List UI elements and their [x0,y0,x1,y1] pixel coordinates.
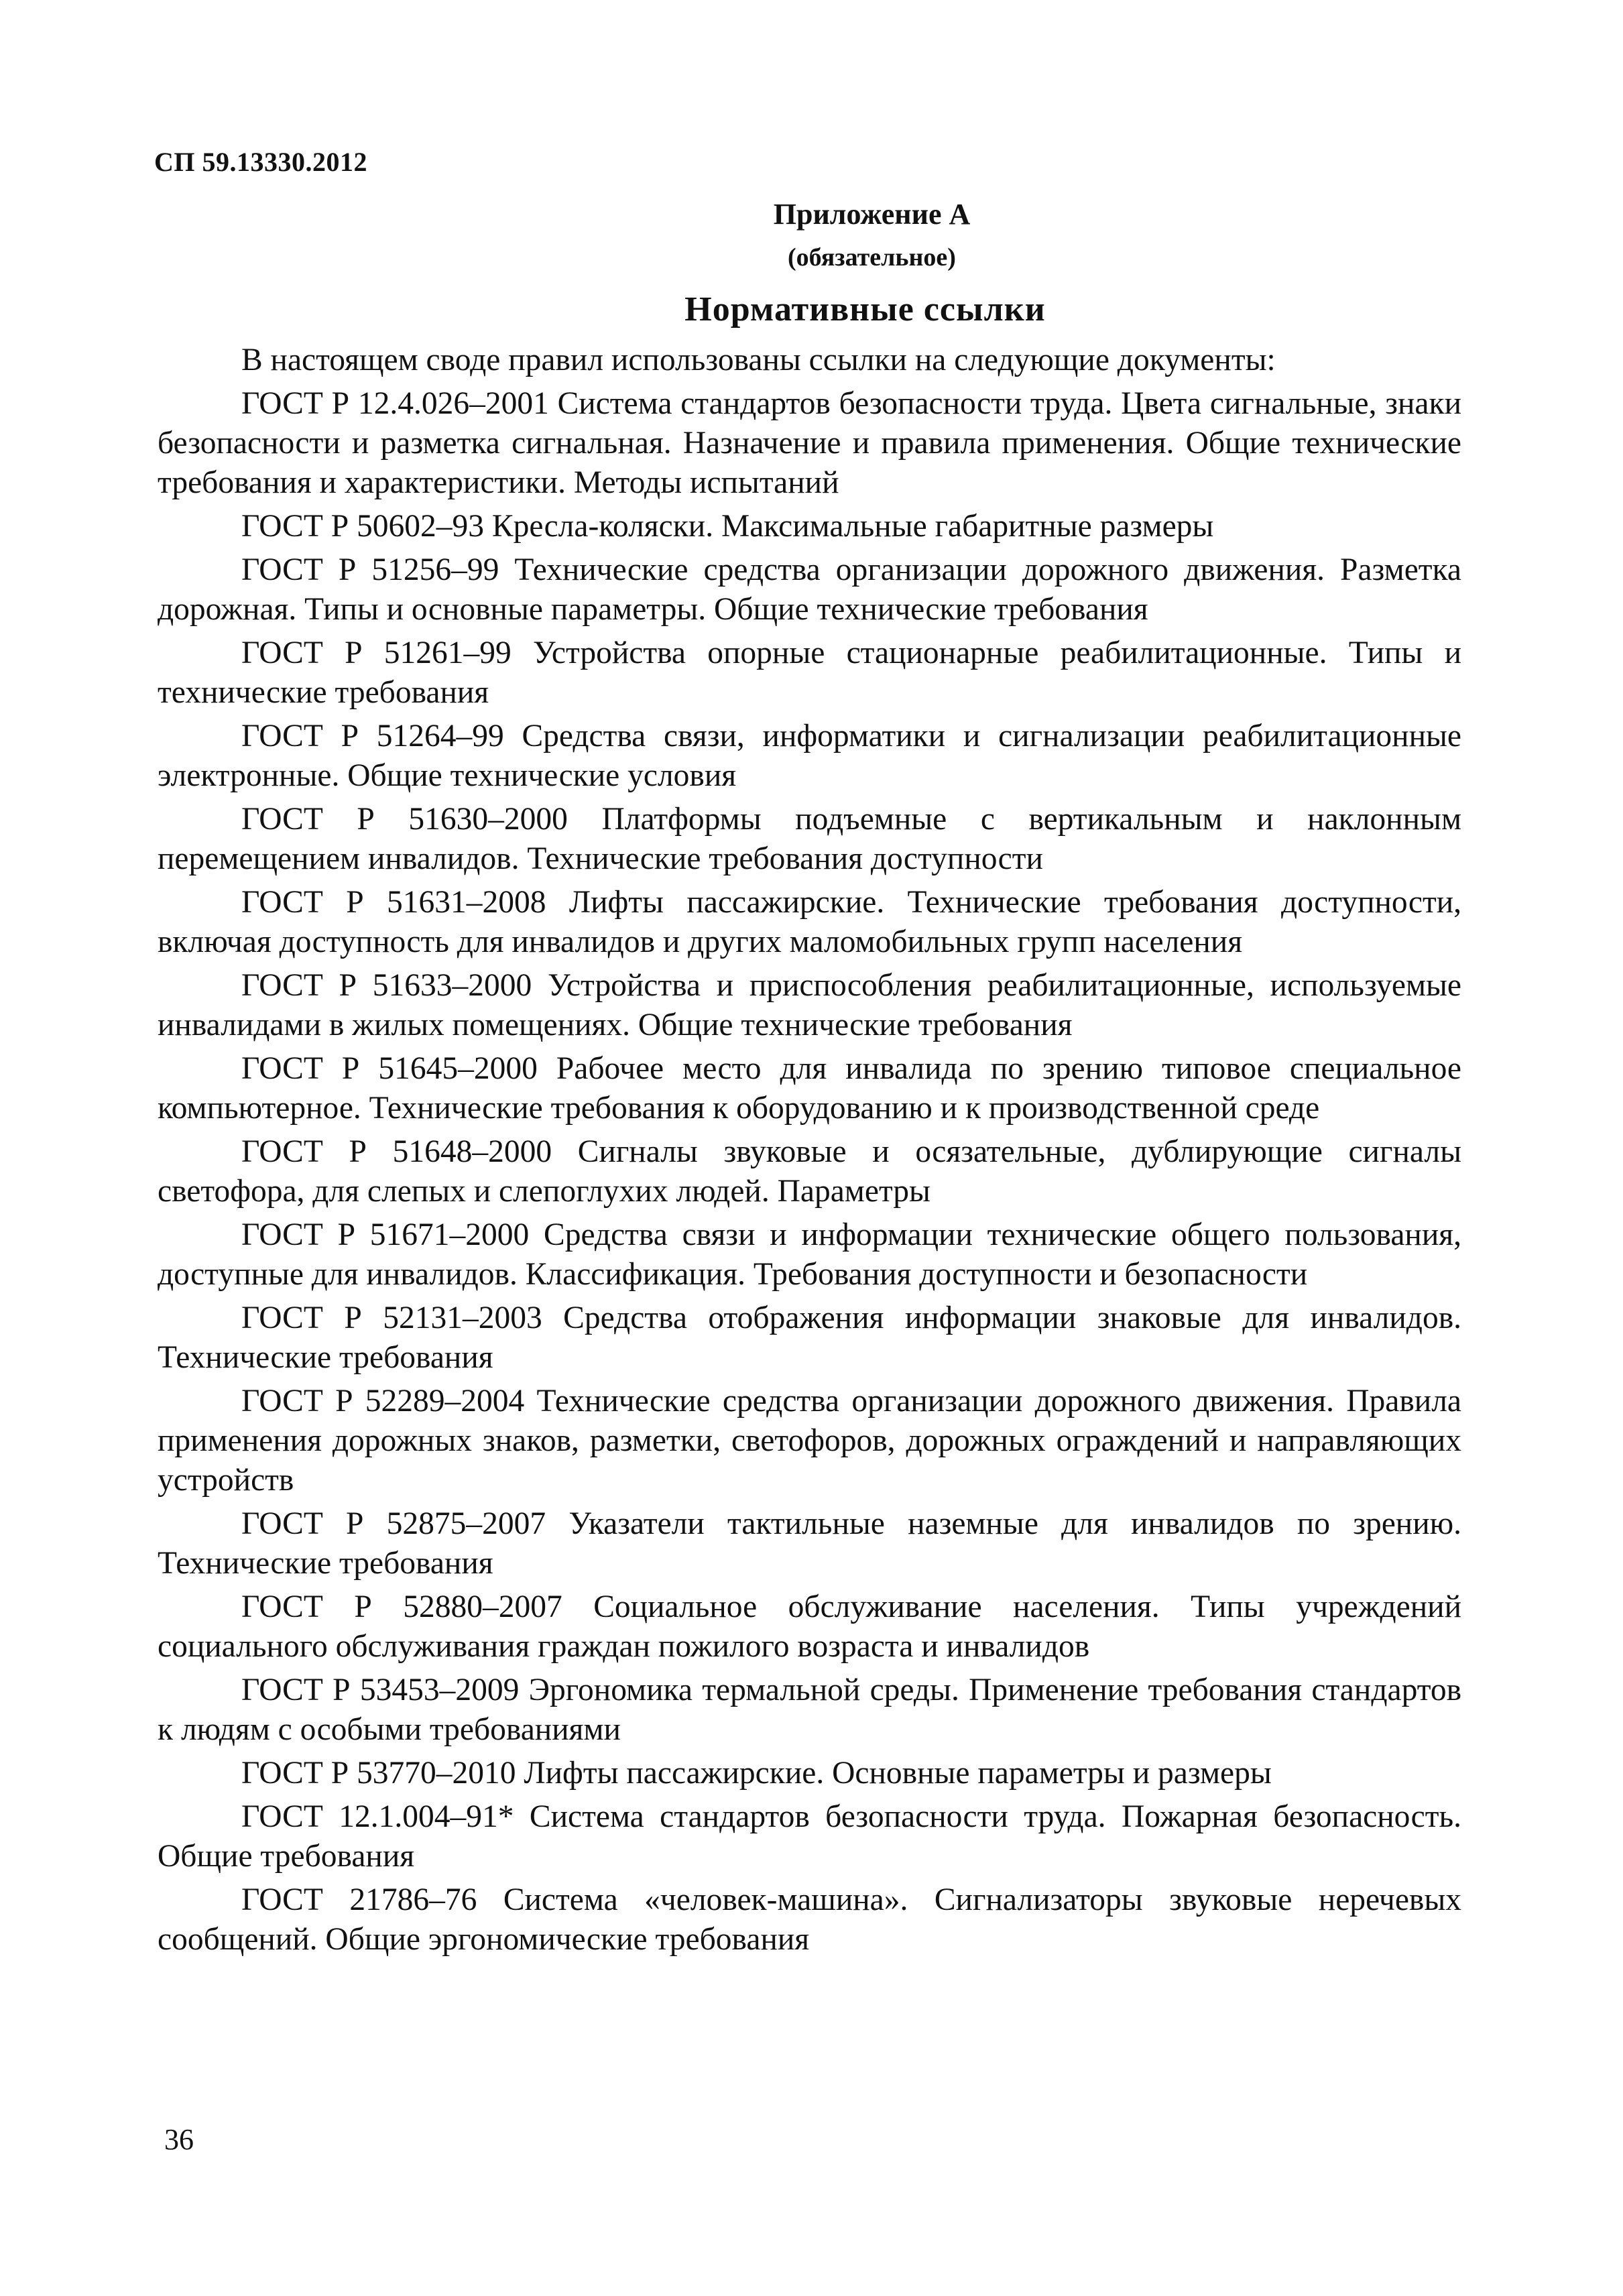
section-title: Нормативные ссылки [684,290,1046,328]
reference-item: ГОСТ Р 12.4.026–2001 Система стандартов безопасности труда. Цвета сигнальные, знаки безопасности и разметка сигнальная. Назначение и правила применения. Общие технические требования и характеристики. Методы испытаний [158,386,1461,500]
reference-item: ГОСТ Р 51630–2000 Платформы подъемные с вертикальным и наклонным перемещением инвалидов. Технические требования доступности [158,802,1461,876]
reference-item: ГОСТ 12.1.004–91* Система стандартов безопасности труда. Пожарная безопасность. Общие требования [158,1799,1461,1874]
reference-item: ГОСТ Р 51631–2008 Лифты пассажирские. Технические требования доступности, включая доступность для инвалидов и других маломобильных групп населения [158,885,1461,959]
reference-item: ГОСТ Р 51264–99 Средства связи, информатики и сигнализации реабилитационные электронные. Общие технические условия [158,719,1461,793]
reference-item: ГОСТ Р 50602–93 Кресла-коляски. Максимальные габаритные размеры [241,509,1214,544]
appendix-title: Приложение А [773,198,971,231]
reference-item: ГОСТ Р 51633–2000 Устройства и приспособления реабилитационные, используемые инвалидами в жилых помещениях. Общие технические требования [158,968,1461,1042]
reference-item: ГОСТ Р 53770–2010 Лифты пассажирские. Основные параметры и размеры [241,1756,1272,1791]
appendix-status: (обязательное) [788,243,956,271]
intro-paragraph: В настоящем своде правил использованы ссылки на следующие документы: [241,343,1276,377]
reference-item: ГОСТ Р 51645–2000 Рабочее место для инвалида по зрению типовое специальное компьютерное. Технические требования к оборудованию и к производственной среде [158,1051,1461,1126]
reference-item: ГОСТ Р 51671–2000 Средства связи и информации технические общего пользования, доступные для инвалидов. Классификация. Требования доступности и безопасности [158,1217,1461,1292]
reference-item: ГОСТ Р 51648–2000 Сигналы звуковые и осязательные, дублирующие сигналы светофора, для слепых и слепоглухих людей. Параметры [158,1134,1461,1209]
page-number: 36 [164,2123,194,2156]
references-body [158,341,1461,1963]
reference-item: ГОСТ 21786–76 Система «человек-машина». Сигнализаторы звуковые неречевых сообщений. Общие эргономические требования [158,1882,1461,1957]
reference-item: ГОСТ Р 52880–2007 Социальное обслуживание населения. Типы учреждений социального обслуживания граждан пожилого возраста и инвалидов [158,1589,1461,1664]
document-code: СП 59.13330.2012 [154,147,367,177]
reference-item: ГОСТ Р 52131–2003 Средства отображения информации знаковые для инвалидов. Технические требования [158,1301,1461,1375]
reference-item: ГОСТ Р 52875–2007 Указатели тактильные наземные для инвалидов по зрению. Технические требования [158,1506,1461,1581]
reference-item: ГОСТ Р 51261–99 Устройства опорные стационарные реабилитационные. Типы и технические требования [158,636,1461,710]
reference-item: ГОСТ Р 53453–2009 Эргономика термальной среды. Применение требования стандартов к людям с особыми требованиями [158,1673,1461,1747]
reference-item: ГОСТ Р 51256–99 Технические средства организации дорожного движения. Разметка дорожная. Типы и основные параметры. Общие технические требования [158,552,1461,627]
reference-item: ГОСТ Р 52289–2004 Технические средства организации дорожного движения. Правила применения дорожных знаков, разметки, светофоров, дорожных ограждений и направляющих устройств [158,1384,1461,1498]
